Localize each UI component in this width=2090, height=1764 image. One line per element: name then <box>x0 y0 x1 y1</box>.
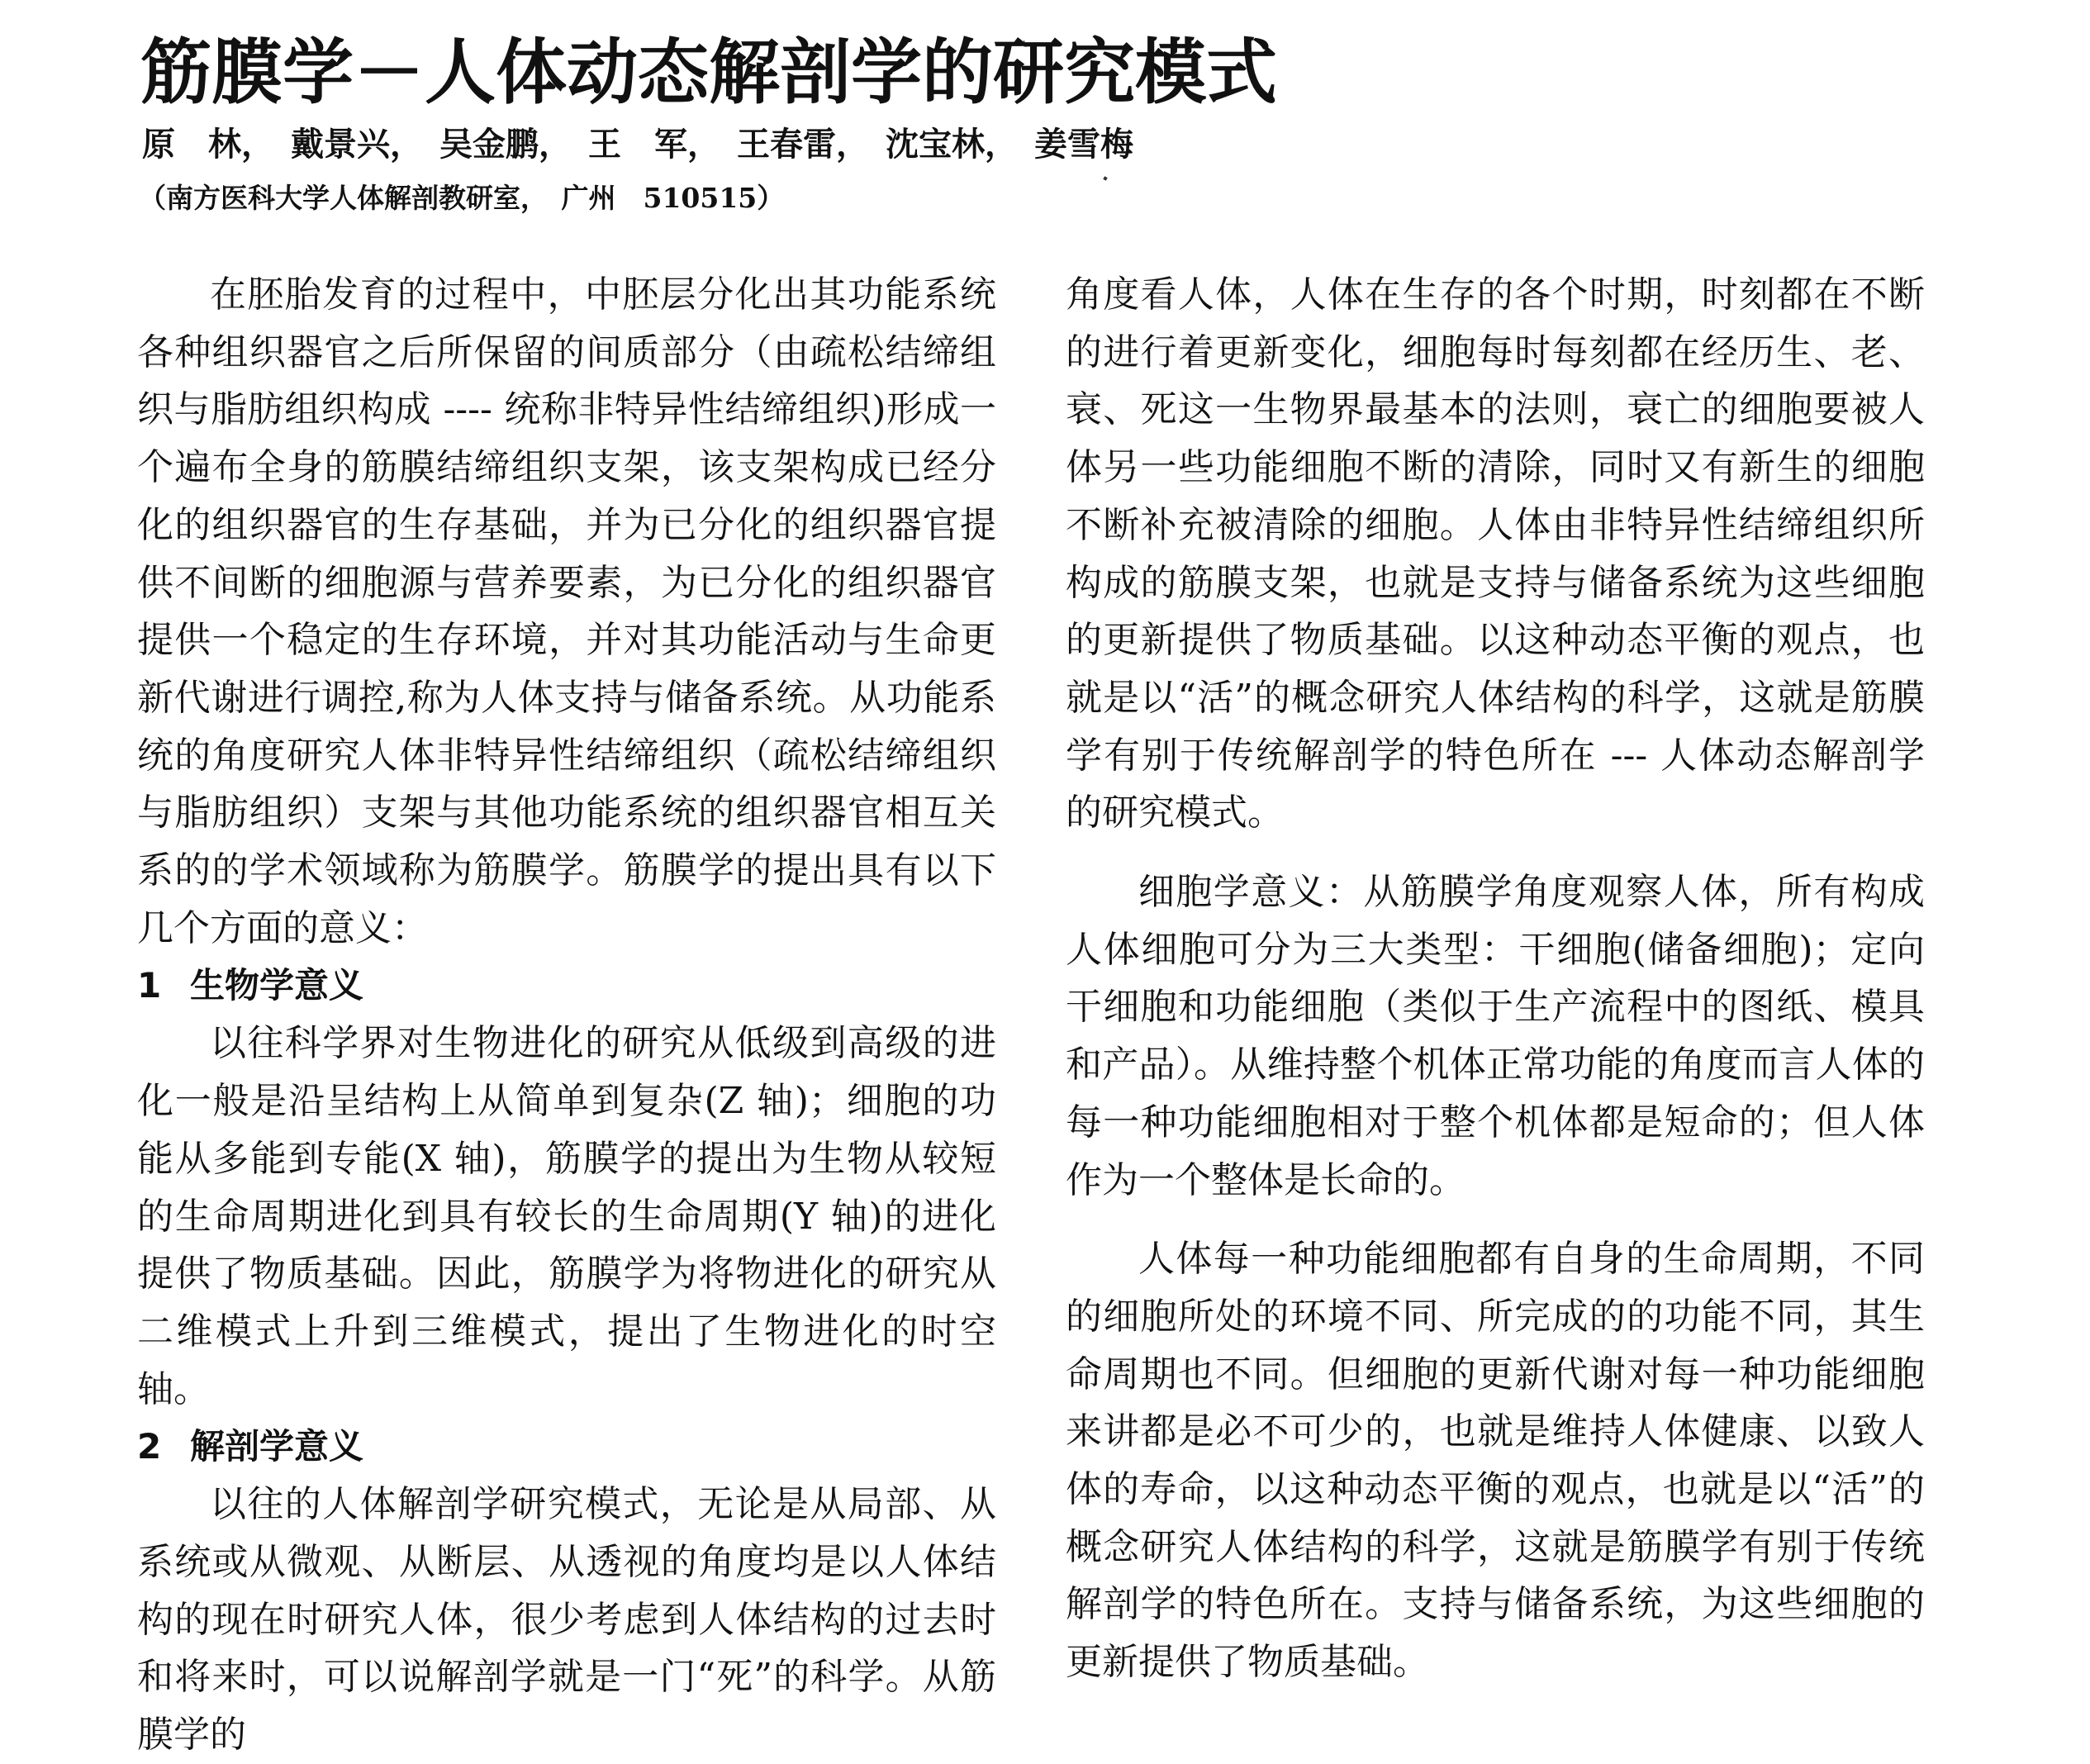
anatomy-paragraph: 以往的人体解剖学研究模式，无论是从局部、从系统或从微观、从断层、从透视的角度均是以人体结构的现在时研究人体，很少考虑到人体结构的过去时和将来时，可以说解剖学就是一门“死”的科学。从筋膜学的 <box>137 1483 996 1757</box>
author-list: 原 林， 戴景兴， 吴金鹏， 王 军， 王春雷， 沈宝林， 姜雪梅 <box>142 125 1133 164</box>
section-number: 1 <box>137 965 162 1006</box>
right-column <box>1066 266 1925 1691</box>
anatomy-paragraph-continued: 角度看人体，人体在生存的各个时期，时刻都在不断的进行着更新变化，细胞每时每刻都在经历生、老、衰、死这一生物界最基本的法则，衰亡的细胞要被人体另一些功能细胞不断的清除，同时又有新生的细胞不断补充被清除的细胞。人体由非特异性结缔组织所构成的筋膜支架，也就是支持与储备系统为这些细胞的更新提供了物质基础。以这种动态平衡的观点，也就是以“活”的概念研究人体结构的科学，这就是筋膜学有别于传统解剖学的特色所在 --- 人体动态解剖学的研究模式。 <box>1066 273 1925 834</box>
intro-paragraph: 在胚胎发育的过程中，中胚层分化出其功能系统各种组织器官之后所保留的间质部分（由疏松结缔组织与脂肪组织构成 ---- 统称非特异性结缔组织)形成一个遍布全身的筋膜结缔组织支架，该支架构成已经分化的组织器官的生存基础，并为已分化的组织器官提供不间断的细胞源与营养要素，为已分化的组织器官提供一个稳定的生存环境，并对其功能活动与生命更新代谢进行调控,称为人体支持与储备系统。从功能系统的角度研究人体非特异性结缔组织（疏松结缔组织与脂肪组织）支架与其他功能系统的组织器官相互关系的的学术领域称为筋膜学。筋膜学的提出具有以下几个方面的意义： <box>137 273 996 949</box>
affiliation: （南方医科大学人体解剖教研室， 广州 510515） <box>139 182 785 214</box>
section-heading-anatomy <box>137 1418 996 1476</box>
left-column <box>137 266 996 1764</box>
section-title: 解剖学意义 <box>190 1426 364 1467</box>
biology-paragraph: 以往科学界对生物进化的研究从低级到高级的进化一般是沿呈结构上从简单到复杂(Z 轴)；细胞的功能从多能到专能(X 轴)，筋膜学的提出为生物从较短的生命周期进化到具有较长的生命周期(Y 轴)的进化提供了物质基础。因此，筋膜学为将物进化的研究从二维模式上升到三维模式，提出了生物进化的时空轴。 <box>137 1022 996 1410</box>
lifecycle-paragraph: 人体每一种功能细胞都有自身的生命周期，不同的细胞所处的环境不同、所完成的的功能不同，其生命周期也不同。但细胞的更新代谢对每一种功能细胞来讲都是必不可少的，也就是维持人体健康、以致人体的寿命，以这种动态平衡的观点，也就是以“活”的概念研究人体结构的科学，这就是筋膜学有别于传统解剖学的特色所在。支持与储备系统，为这些细胞的更新提供了物质基础。 <box>1066 1238 1925 1684</box>
section-number: 2 <box>137 1426 162 1467</box>
cytology-paragraph: 细胞学意义：从筋膜学角度观察人体，所有构成人体细胞可分为三大类型：干细胞(储备细胞)；定向干细胞和功能细胞（类似于生产流程中的图纸、模具和产品）。从维持整个机体正常功能的角度而言人体的每一种功能细胞相对于整个机体都是短命的；但人体作为一个整体是长命的。 <box>1066 871 1925 1201</box>
section-title: 生物学意义 <box>190 965 364 1006</box>
article-title: 筋膜学－人体动态解剖学的研究模式 <box>140 31 1277 114</box>
section-heading-biology <box>137 957 996 1015</box>
